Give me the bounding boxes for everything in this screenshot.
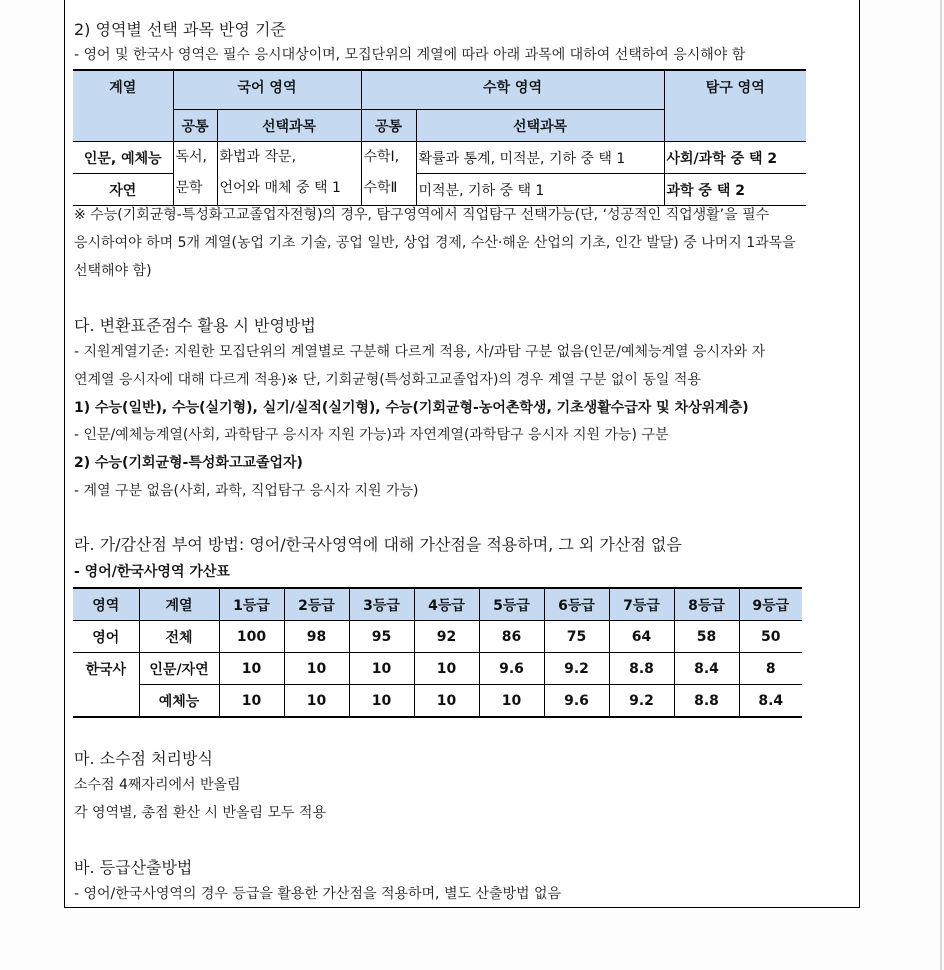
header-category: 계열 <box>139 588 219 621</box>
value-cell: 9.2 <box>609 685 674 718</box>
category-cell: 인문/자연 <box>139 653 219 685</box>
header-grade-1: 1등급 <box>219 588 284 621</box>
value-cell: 10 <box>219 653 284 685</box>
value-cell: 10 <box>349 653 414 685</box>
value-cell: 95 <box>349 621 414 653</box>
footnote-line-1: ※ 수능(기회균형-특성화고교졸업자전형)의 경우, 탐구영역에서 직업탐구 선택가능(단, ‘성공적인 직업생활’을 필수 <box>74 207 770 223</box>
math-elective-cell: 미적분, 기하 중 택 1 <box>416 174 664 206</box>
korean-common-cell <box>173 142 217 206</box>
ba-line: - 영어/한국사영역의 경우 등급을 활용한 가산점을 적용하며, 별도 산출방법 없음 <box>74 886 562 902</box>
da-line-1: - 지원계열기준: 지원한 모집단위의 계열별로 구분해 다르게 적용, 사/과탐 구분 없음(인문/예체능계열 응시자와 자 <box>74 344 766 360</box>
area-cell: 영어 <box>73 621 139 653</box>
da-line-2: 연계열 응시자에 대해 다르게 적용)※ 단, 기회균형(특성화고교졸업자)의 경우 계열 구분 없이 동일 적용 <box>74 372 701 388</box>
page-edge <box>940 0 942 970</box>
header-korean-common: 공통 <box>173 110 217 142</box>
value-cell: 8 <box>739 653 802 685</box>
table-row <box>73 142 806 174</box>
value-cell: 9.6 <box>544 685 609 718</box>
table-row-korean-history-arts <box>73 685 802 718</box>
bonus-table-title: - 영어/한국사영역 가산표 <box>74 564 230 580</box>
da-sub2-title: 2) 수능(기회균형-특성화고교졸업자) <box>74 455 303 471</box>
header-math-common: 공통 <box>361 110 416 142</box>
ma-line-2: 각 영역별, 총점 환산 시 반올림 모두 적용 <box>74 805 326 821</box>
table-row-english <box>73 621 802 653</box>
value-cell: 10 <box>284 653 349 685</box>
value-cell: 9.6 <box>479 653 544 685</box>
da-sub1-text: - 인문/예체능계열(사회, 과학탐구 응시자 지원 가능)과 자연계열(과학탐구 응시자 지원 가능) 구분 <box>74 427 669 443</box>
header-grade-4: 4등급 <box>414 588 479 621</box>
inquiry-cell: 사회/과학 중 택 2 <box>664 142 806 174</box>
value-cell: 10 <box>284 685 349 718</box>
inquiry-cell: 과학 중 택 2 <box>664 174 806 206</box>
value-cell: 8.4 <box>674 653 739 685</box>
header-grade-2: 2등급 <box>284 588 349 621</box>
header-category: 계열 <box>73 70 173 142</box>
math-elective-cell: 확률과 통계, 미적분, 기하 중 택 1 <box>416 142 664 174</box>
header-inquiry: 탐구 영역 <box>664 70 806 142</box>
value-cell: 100 <box>219 621 284 653</box>
value-cell: 50 <box>739 621 802 653</box>
math-common-line1: 수학Ⅰ, <box>363 149 400 165</box>
header-area: 영역 <box>73 588 139 621</box>
value-cell: 10 <box>219 685 284 718</box>
footnote-line-2: 응시하여야 하며 5개 계열(농업 기초 기술, 공업 일반, 상업 경제, 수산·해운 산업의 기초, 인간 발달) 중 나머지 1과목을 <box>74 235 796 251</box>
category-cell: 예체능 <box>139 685 219 718</box>
korean-common-line2: 문학 <box>175 180 203 196</box>
bonus-points-table <box>73 587 802 718</box>
footnote-line-3: 선택해야 함) <box>74 263 152 279</box>
value-cell: 10 <box>479 685 544 718</box>
korean-common-line1: 독서, <box>175 149 207 165</box>
section-heading-subject-criteria: 2) 영역별 선택 과목 반영 기준 <box>74 20 286 39</box>
value-cell: 10 <box>349 685 414 718</box>
value-cell: 9.2 <box>544 653 609 685</box>
value-cell: 64 <box>609 621 674 653</box>
header-grade-8: 8등급 <box>674 588 739 621</box>
value-cell: 8.8 <box>674 685 739 718</box>
table-row-korean-history-humanities <box>73 653 802 685</box>
value-cell: 98 <box>284 621 349 653</box>
value-cell: 10 <box>414 685 479 718</box>
value-cell: 75 <box>544 621 609 653</box>
value-cell: 86 <box>479 621 544 653</box>
header-math-elective: 선택과목 <box>416 110 664 142</box>
section-note: - 영어 및 한국사 영역은 필수 응시대상이며, 모집단위의 계열에 따라 아래 과목에 대하여 선택하여 응시해야 함 <box>74 47 746 63</box>
header-grade-5: 5등급 <box>479 588 544 621</box>
value-cell: 58 <box>674 621 739 653</box>
section-heading-grade-calc: 바. 등급산출방법 <box>74 858 193 877</box>
header-korean-elective: 선택과목 <box>217 110 361 142</box>
subject-selection-table <box>73 69 806 206</box>
header-grade-7: 7등급 <box>609 588 674 621</box>
korean-elective-line2: 언어와 매체 중 택 1 <box>219 180 341 196</box>
header-math: 수학 영역 <box>361 70 664 110</box>
value-cell: 10 <box>414 653 479 685</box>
math-common-line2: 수학Ⅱ <box>363 180 398 196</box>
da-sub1-title: 1) 수능(일반), 수능(실기형), 실기/실적(실기형), 수능(기회균형-농어촌학생, 기초생활수급자 및 차상위계층) <box>74 400 749 416</box>
section-heading-standard-score: 다. 변환표준점수 활용 시 반영방법 <box>74 316 316 335</box>
area-cell: 한국사 <box>73 653 139 718</box>
section-heading-decimal: 마. 소수점 처리방식 <box>74 749 213 768</box>
ma-line-1: 소수점 4째자리에서 반올림 <box>74 777 241 793</box>
value-cell: 8.4 <box>739 685 802 718</box>
korean-elective-cell <box>217 142 361 206</box>
header-grade-6: 6등급 <box>544 588 609 621</box>
header-grade-9: 9등급 <box>739 588 802 621</box>
header-korean: 국어 영역 <box>173 70 361 110</box>
row-category: 인문, 예체능 <box>73 142 173 174</box>
row-category: 자연 <box>73 174 173 206</box>
category-cell: 전체 <box>139 621 219 653</box>
da-sub2-text: - 계열 구분 없음(사회, 과학, 직업탐구 응시자 지원 가능) <box>74 483 419 499</box>
math-common-cell <box>361 142 416 206</box>
header-row <box>73 588 802 621</box>
header-grade-3: 3등급 <box>349 588 414 621</box>
value-cell: 8.8 <box>609 653 674 685</box>
korean-elective-line1: 화법과 작문, <box>219 149 297 165</box>
value-cell: 92 <box>414 621 479 653</box>
section-heading-bonus-points: 라. 가/감산점 부여 방법: 영어/한국사영역에 대해 가산점을 적용하며, 그 외 가산점 없음 <box>74 535 682 554</box>
